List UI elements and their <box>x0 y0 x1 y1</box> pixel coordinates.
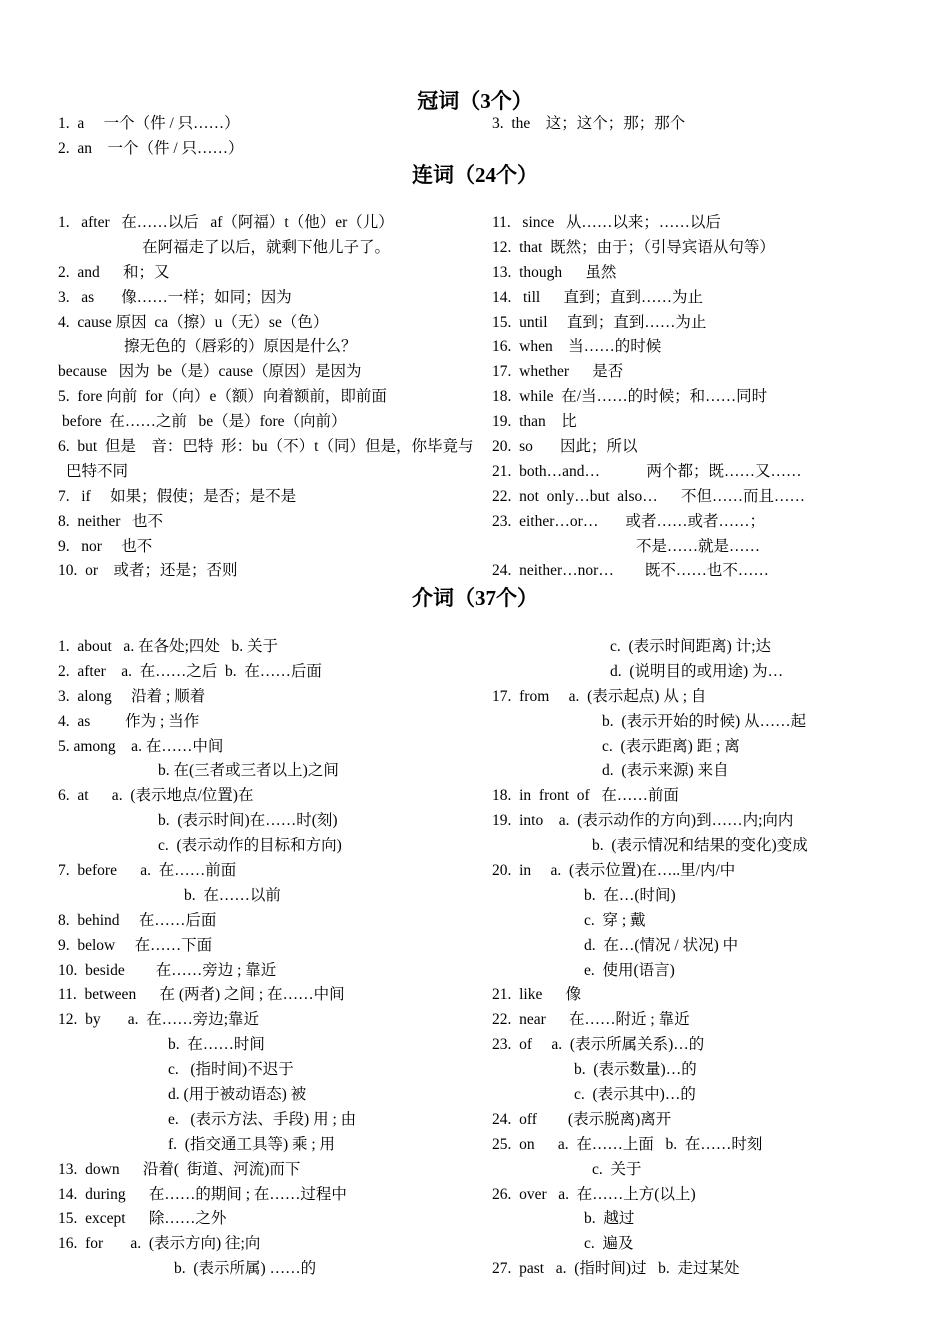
entry-line: 22. near 在……附近 ; 靠近 <box>492 1011 690 1029</box>
entry-line: 6. at a. (表示地点/位置)在 <box>58 787 254 805</box>
entry-continuation-line: c. (表示距离) 距 ; 离 <box>602 737 740 755</box>
entry-line: 7. before a. 在……前面 <box>58 862 237 880</box>
entry-line: 3. along 沿着 ; 顺着 <box>58 687 206 705</box>
entry-line: 8. behind 在……后面 <box>58 911 217 929</box>
conjunctions-left-column <box>58 211 474 584</box>
entry-continuation-line: d. (说明目的或用途) 为… <box>610 662 784 680</box>
entry-line: 4. cause 原因 ca（擦）u（无）se（色） <box>58 313 329 331</box>
entry-continuation-line: b. (表示开始的时候) 从……起 <box>602 712 807 730</box>
conjunctions-right-column <box>492 211 805 584</box>
entry-line: 11. since 从……以来；……以后 <box>492 214 721 231</box>
entry-line: 4. as 作为 ; 当作 <box>58 712 200 730</box>
articles-right-column <box>492 112 685 137</box>
entry-line: because 因为 be（是）cause（原因）是因为 <box>58 363 362 381</box>
entry-continuation-line: c. (表示其中)…的 <box>574 1086 696 1104</box>
entry-line: 12. by a. 在……旁边;靠近 <box>58 1011 260 1029</box>
entry-continuation-line: c. 遍及 <box>584 1235 634 1253</box>
entry-line: 14. till 直到；直到……为止 <box>492 288 703 306</box>
prepositions-left-column <box>58 635 356 1282</box>
entry-continuation-line: c. 关于 <box>592 1160 642 1178</box>
entry-line: 19. into a. (表示动作的方向)到……内;向内 <box>492 812 794 830</box>
entry-line: 17. from a. (表示起点) 从 ; 自 <box>492 687 707 705</box>
entry-line: 1. a 一个（件 / 只……） <box>58 115 240 132</box>
entry-continuation-line: b. 在…(时间) <box>584 886 676 904</box>
entry-line: 12. that 既然；由于；（引导宾语从句等） <box>492 238 775 256</box>
entry-continuation-line: 不是……就是…… <box>636 537 761 555</box>
entry-continuation-line: c. (表示时间距离) 计;达 <box>610 638 772 655</box>
entry-continuation-line: e. 使用(语言) <box>584 961 675 979</box>
entry-continuation-line: c. (表示动作的目标和方向) <box>158 837 342 855</box>
entry-line: 13. though 虽然 <box>492 263 617 281</box>
entry-line: 19. than 比 <box>492 413 577 431</box>
prepositions-right-column <box>492 635 808 1282</box>
entry-line: 1. about a. 在各处;四处 b. 关于 <box>58 638 278 655</box>
entry-continuation-line: f. (指交通工具等) 乘 ; 用 <box>168 1135 336 1153</box>
entry-line: 3. the 这；这个；那；那个 <box>492 115 686 132</box>
entry-line: 17. whether 是否 <box>492 363 624 381</box>
entry-line: 21. like 像 <box>492 986 582 1004</box>
entry-line: 23. either…or… 或者……或者……； <box>492 512 765 530</box>
entry-continuation-line: c. (指时间)不迟于 <box>168 1061 294 1079</box>
entry-continuation-line: d. 在…(情况 / 状况) 中 <box>584 936 739 954</box>
entry-line: 25. on a. 在……上面 b. 在……时刻 <box>492 1135 763 1153</box>
entry-line: 23. of a. (表示所属关系)…的 <box>492 1036 705 1054</box>
entry-line: 5. among a. 在……中间 <box>58 737 224 755</box>
entry-line: 2. and 和；又 <box>58 263 170 281</box>
entry-continuation-line: 巴特不同 <box>66 462 129 480</box>
entry-line: 20. so 因此；所以 <box>492 438 638 456</box>
entry-line: 8. neither 也不 <box>58 512 164 530</box>
entry-line: 15. until 直到；直到……为止 <box>492 313 707 331</box>
entry-continuation-line: b. 在……以前 <box>184 886 281 904</box>
entry-line: 18. in front of 在……前面 <box>492 787 679 805</box>
entry-continuation-line: b. 越过 <box>584 1210 635 1228</box>
entry-line: 16. when 当……的时候 <box>492 338 662 356</box>
section-title-prepositions: 介词（37个） <box>412 586 538 610</box>
entry-continuation-line: b. 在……时间 <box>168 1036 265 1054</box>
entry-continuation-line: b. (表示所属) ……的 <box>174 1260 317 1278</box>
entry-line: 27. past a. (指时间)过 b. 走过某处 <box>492 1260 740 1278</box>
entry-line: 6. but 但是 音：巴特 形：bu（不）t（同）但是，你毕竟与 <box>58 438 474 456</box>
entry-continuation-line: before 在……之前 be（是）fore（向前） <box>62 413 347 431</box>
entry-continuation-line: c. 穿 ; 戴 <box>584 911 646 929</box>
entry-line: 18. while 在/当……的时候；和……同时 <box>492 388 768 406</box>
articles-left-column <box>58 112 244 162</box>
entry-continuation-line: d. (表示来源) 来自 <box>602 762 729 780</box>
entry-line: 26. over a. 在……上方(以上) <box>492 1185 696 1203</box>
entry-line: 11. between 在 (两者) 之间 ; 在……中间 <box>58 986 345 1004</box>
entry-line: 24. neither…nor… 既不……也不…… <box>492 562 769 580</box>
section-title-articles: 冠词（3个） <box>417 89 533 113</box>
entry-line: 14. during 在……的期间 ; 在……过程中 <box>58 1185 347 1203</box>
entry-line: 3. as 像……一样；如同；因为 <box>58 288 292 306</box>
entry-line: 9. below 在……下面 <box>58 936 213 954</box>
entry-continuation-line: b. (表示数量)…的 <box>574 1061 697 1079</box>
entry-line: 13. down 沿着( 街道、河流)而下 <box>58 1160 301 1178</box>
section-title-conjunctions: 连词（24个） <box>412 163 538 187</box>
entry-line: 24. off (表示脱离)离开 <box>492 1110 672 1128</box>
entry-continuation-line: d. (用于被动语态) 被 <box>168 1086 307 1104</box>
entry-continuation-line: b. (表示时间)在……时(刻) <box>158 812 338 830</box>
entry-line: 2. after a. 在……之后 b. 在……后面 <box>58 662 322 680</box>
entry-line: 5. fore 向前 for（向）e（额）向着额前，即前面 <box>58 388 387 406</box>
entry-continuation-line: 擦无色的（唇彩的）原因是什么？ <box>124 338 357 356</box>
entry-line: 15. except 除……之外 <box>58 1210 227 1228</box>
entry-line: 10. or 或者；还是；否则 <box>58 562 238 580</box>
entry-line: 20. in a. (表示位置)在…..里/内/中 <box>492 862 736 880</box>
entry-line: 2. an 一个（件 / 只……） <box>58 139 244 157</box>
entry-continuation-line: b. 在(三者或三者以上)之间 <box>158 762 339 780</box>
entry-continuation-line: e. (表示方法、手段) 用 ; 由 <box>168 1110 357 1128</box>
entry-line: 16. for a. (表示方向) 往;向 <box>58 1235 261 1253</box>
entry-line: 7. if 如果；假使；是否；是不是 <box>58 487 297 505</box>
entry-continuation-line: b. (表示情况和结果的变化)变成 <box>592 837 808 855</box>
entry-line: 1. after 在……以后 af（阿福）t（他）er（儿） <box>58 214 394 231</box>
entry-line: 9. nor 也不 <box>58 537 153 555</box>
entry-line: 22. not only…but also… 不但……而且…… <box>492 487 806 505</box>
entry-continuation-line: 在阿福走了以后，就剩下他儿子了。 <box>142 238 391 256</box>
entry-line: 21. both…and… 两个都；既……又…… <box>492 462 802 480</box>
entry-line: 10. beside 在……旁边 ; 靠近 <box>58 961 277 979</box>
